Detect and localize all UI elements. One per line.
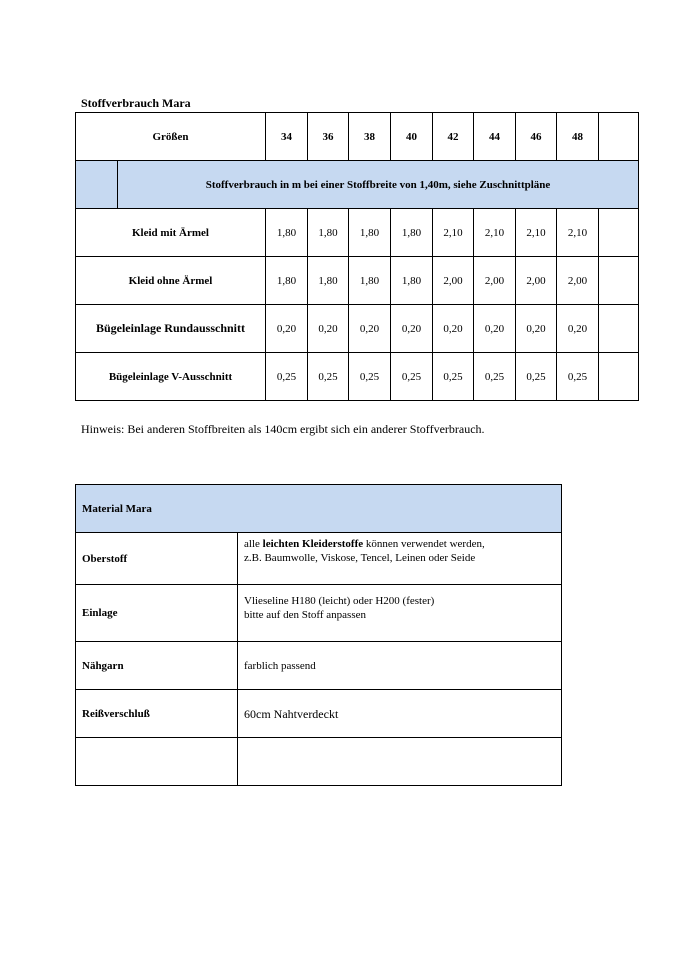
value-cell: 2,00 xyxy=(557,257,599,305)
sizes-row xyxy=(76,113,639,161)
row-label: Einlage xyxy=(76,585,238,642)
value-cell: 0,20 xyxy=(433,305,474,353)
table-row xyxy=(76,690,562,738)
value-cell: 2,00 xyxy=(433,257,474,305)
row-value xyxy=(238,585,562,642)
consumption-note: Hinweis: Bei anderen Stoffbreiten als 140cm ergibt sich ein anderer Stoffverbrauch. xyxy=(81,422,485,436)
row-label: Reißverschluß xyxy=(76,690,238,738)
value-cell: 0,20 xyxy=(557,305,599,353)
size-cell: 42 xyxy=(433,113,474,161)
empty-cell xyxy=(599,305,639,353)
value-cell: 0,20 xyxy=(349,305,391,353)
value-cell: 2,00 xyxy=(474,257,516,305)
value-cell: 0,25 xyxy=(433,353,474,401)
empty-cell xyxy=(599,257,639,305)
value-cell: 0,25 xyxy=(557,353,599,401)
value-line xyxy=(244,537,561,551)
row-value xyxy=(238,533,562,585)
size-cell: 44 xyxy=(474,113,516,161)
value-cell: 2,00 xyxy=(516,257,557,305)
subheader-row xyxy=(76,161,639,209)
value-cell: 2,10 xyxy=(557,209,599,257)
value-cell: 0,20 xyxy=(474,305,516,353)
size-cell: 38 xyxy=(349,113,391,161)
size-cell: 36 xyxy=(308,113,349,161)
row-value: 60cm Nahtverdeckt xyxy=(238,690,562,738)
consumption-title: Stoffverbrauch Mara xyxy=(81,96,191,110)
row-value: farblich passend xyxy=(238,642,562,690)
value-cell: 0,25 xyxy=(391,353,433,401)
value-line: bitte auf den Stoff anpassen xyxy=(244,609,366,621)
value-text: können verwendet werden, xyxy=(363,538,485,550)
value-cell: 1,80 xyxy=(391,257,433,305)
row-label: Oberstoff xyxy=(76,533,238,585)
size-cell: 34 xyxy=(266,113,308,161)
row-label: Nähgarn xyxy=(76,642,238,690)
value-bold-text: leichten Kleiderstoffe xyxy=(262,538,364,550)
empty-cell xyxy=(599,113,639,161)
value-cell: 0,25 xyxy=(308,353,349,401)
value-cell: 0,25 xyxy=(516,353,557,401)
value-cell: 1,80 xyxy=(308,257,349,305)
table-row xyxy=(76,642,562,690)
empty-cell xyxy=(599,209,639,257)
value-cell: 0,25 xyxy=(349,353,391,401)
value-text: alle xyxy=(244,538,263,550)
value-cell: 0,25 xyxy=(474,353,516,401)
row-label: Bügeleinlage Rundausschnitt xyxy=(76,305,266,353)
value-cell: 1,80 xyxy=(349,209,391,257)
row-label: Kleid mit Ärmel xyxy=(76,209,266,257)
value-cell: 0,20 xyxy=(266,305,308,353)
row-label: Bügeleinlage V-Ausschnitt xyxy=(76,353,266,401)
value-cell: 0,20 xyxy=(391,305,433,353)
value-cell: 1,80 xyxy=(266,257,308,305)
value-cell: 1,80 xyxy=(349,257,391,305)
empty-cell xyxy=(76,738,238,786)
size-cell: 40 xyxy=(391,113,433,161)
table-row xyxy=(76,209,639,257)
value-cell: 0,25 xyxy=(266,353,308,401)
material-title: Material Mara xyxy=(76,485,562,533)
value-line: Vlieseline H180 (leicht) oder H200 (fester) xyxy=(244,595,435,607)
value-cell: 1,80 xyxy=(391,209,433,257)
subheader-cell: Stoffverbrauch in m bei einer Stoffbreite von 1,40m, siehe Zuschnittpläne xyxy=(118,161,639,209)
table-row xyxy=(76,738,562,786)
sizes-label: Größen xyxy=(76,113,266,161)
empty-cell xyxy=(76,161,118,209)
size-cell: 48 xyxy=(557,113,599,161)
table-row xyxy=(76,305,639,353)
size-cell: 46 xyxy=(516,113,557,161)
material-table xyxy=(75,484,562,786)
row-label: Kleid ohne Ärmel xyxy=(76,257,266,305)
value-cell: 1,80 xyxy=(308,209,349,257)
table-row xyxy=(76,257,639,305)
material-header-row xyxy=(76,485,562,533)
table-row xyxy=(76,353,639,401)
empty-cell xyxy=(238,738,562,786)
value-cell: 1,80 xyxy=(266,209,308,257)
value-cell: 2,10 xyxy=(474,209,516,257)
value-cell: 0,20 xyxy=(308,305,349,353)
value-line: z.B. Baumwolle, Viskose, Tencel, Leinen oder Seide xyxy=(244,552,476,564)
table-row xyxy=(76,585,562,642)
consumption-table xyxy=(75,112,639,401)
table-row xyxy=(76,533,562,585)
value-cell: 2,10 xyxy=(516,209,557,257)
value-cell: 2,10 xyxy=(433,209,474,257)
value-cell: 0,20 xyxy=(516,305,557,353)
empty-cell xyxy=(599,353,639,401)
